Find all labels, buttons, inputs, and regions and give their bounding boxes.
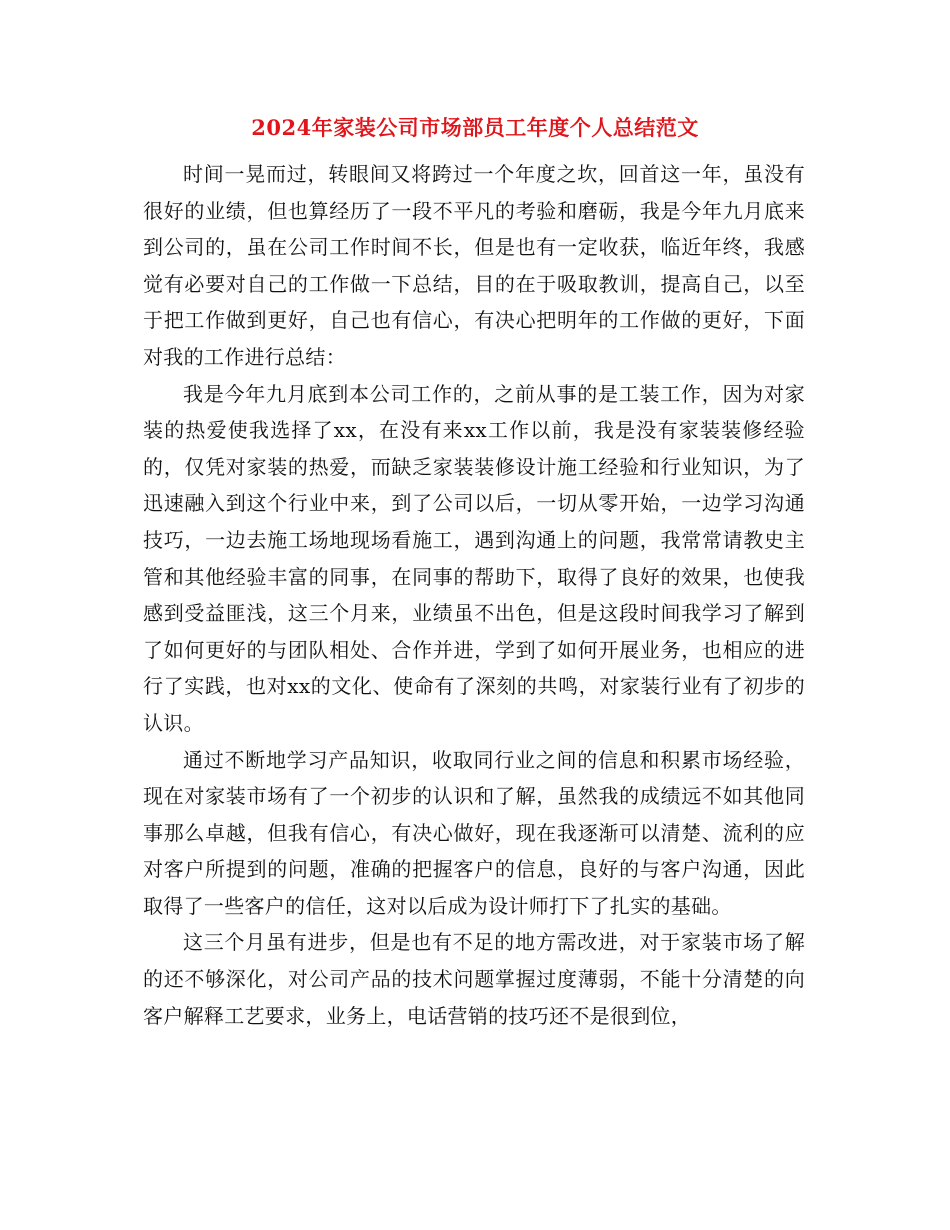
document-title: 2024年家装公司市场部员工年度个人总结范文 [251,115,699,140]
paragraph-1: 时间一晃而过，转眼间又将跨过一个年度之坎，回首这一年，虽没有很好的业绩，但也算经历了一段不平凡的考验和磨砺，我是今年九月底来到公司的，虽在公司工作时间不长，但是也有一定收获，临近年终，我感觉有必要对自己的工作做一下总结，目的在于吸取教训，提高自己，以至于把工作做到更好，自己也有信心，有决心把明年的工作做的更好，下面对我的工作进行总结： [143,162,805,369]
paragraph-4: 这三个月虽有进步，但是也有不足的地方需改进，对于家装市场了解的还不够深化，对公司产品的技术问题掌握过度薄弱，不能十分清楚的向客户解释工艺要求，业务上，电话营销的技巧还不是很到位， [143,930,805,1028]
paragraph-2: 我是今年九月底到本公司工作的，之前从事的是工装工作，因为对家装的热爱使我选择了xx，在没有来xx工作以前，我是没有家装装修经验的，仅凭对家装的热爱，而缺乏家装装修设计施工经验和行业知识，为了迅速融入到这个行业中来，到了公司以后，一切从零开始，一边学习沟通技巧，一边去施工场地现场看施工，遇到沟通上的问题，我常常请教史主管和其他经验丰富的同事，在同事的帮助下，取得了良好的效果，也使我感到受益匪浅，这三个月来，业绩虽不出色，但是这段时间我学习了解到了如何更好的与团队相处、合作并进，学到了如何开展业务，也相应的进行了实践，也对xx的文化、使命有了深刻的共鸣，对家装行业有了初步的认识。 [143,381,805,735]
document-body [143,156,805,1034]
paragraph-3: 通过不断地学习产品知识，收取同行业之间的信息和积累市场经验，现在对家装市场有了一个初步的认识和了解，虽然我的成绩远不如其他同事那么卓越，但我有信心，有决心做好，现在我逐渐可以清楚、流利的应对客户所提到的问题，准确的把握客户的信息，良好的与客户沟通，因此取得了一些客户的信任，这对以后成为设计师打下了扎实的基础。 [143,747,805,918]
